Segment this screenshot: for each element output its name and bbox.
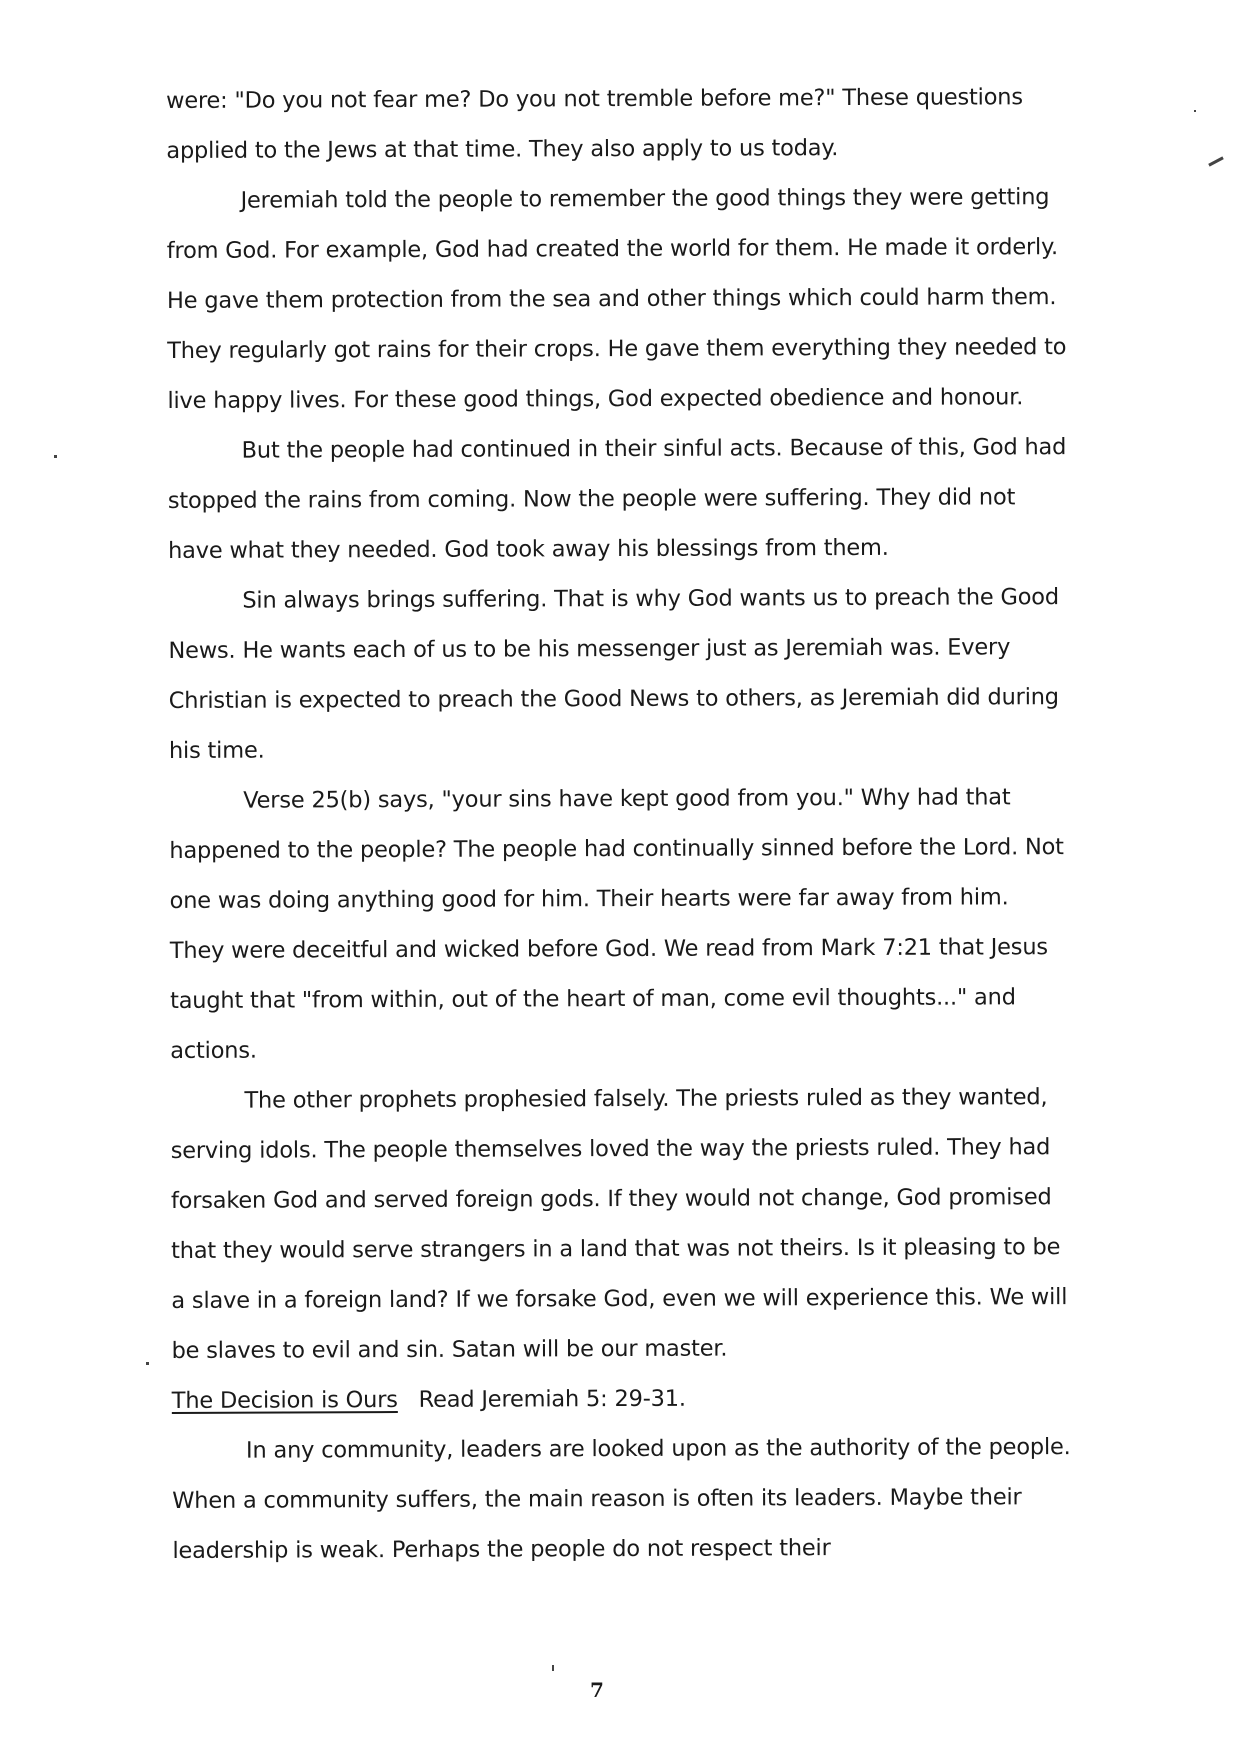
closing-paragraph: In any community, leaders are looked upon as the authority of the people. When a community suffers, the main reason is often its leaders. Maybe their leadership is weak. Perhaps the people do not respect their bbox=[172, 1434, 1071, 1564]
paragraph-4: Sin always brings suffering. That is why God wants us to preach the Good News. He wants each of us to be his messenger just as Jeremiah was. Every Christian is expected to preach the Good News to others, as Jeremiah did during his time. bbox=[168, 584, 1059, 764]
paragraph-6: The other prophets prophesied falsely. The priests ruled as they wanted, serving idols. The people themselves loved the way the priests ruled. They had forsaken God and served foreign gods. If they would not change, God promised that they would serve strangers in a land that was not theirs. Is it pleasing to be a slave in a foreign land? If we forsake God, even we will experience this. We will be slaves to evil and sin. Satan will be our master. bbox=[170, 1084, 1068, 1364]
page-number: 7 bbox=[590, 1678, 604, 1702]
page-body bbox=[166, 72, 1073, 1576]
paragraph-1: were: "Do you not fear me? Do you not tremble before me?" These questions applied to the Jews at that time. They also apply to us today. bbox=[166, 84, 1023, 164]
scan-mark bbox=[1208, 156, 1224, 166]
section-heading: The Decision is Ours bbox=[171, 1387, 398, 1414]
scan-speck bbox=[146, 1362, 149, 1365]
section-heading-line bbox=[172, 1372, 1072, 1426]
paragraph-2: Jeremiah told the people to remember the good things they were getting from God. For example, God had created the world for them. He made it orderly. He gave them protection from the sea and other things which could harm them. They regularly got rains for their crops. He gave them everything they needed to live happy lives. For these good things, God expected obedience and honour. bbox=[166, 184, 1067, 414]
paragraph-3: But the people had continued in their sinful acts. Because of this, God had stopped the rains from coming. Now the people were suffering. They did not have what they needed. God took away his blessings from them. bbox=[167, 434, 1067, 564]
paragraph-5: Verse 25(b) says, "your sins have kept good from you." Why had that happened to the people? The people had continually sinned before the Lord. Not one was doing anything good for him. Their hearts were far away from him. They were deceitful and wicked before God. We read from Mark 7:21 that Jesus taught that "from within, out of the heart of man, come evil thoughts..." and actions. bbox=[169, 784, 1064, 1064]
scan-speck bbox=[1194, 110, 1196, 112]
scripture-reference: Read Jeremiah 5: 29-31. bbox=[418, 1385, 686, 1413]
scan-speck bbox=[54, 455, 57, 458]
scan-speck bbox=[552, 1665, 554, 1671]
